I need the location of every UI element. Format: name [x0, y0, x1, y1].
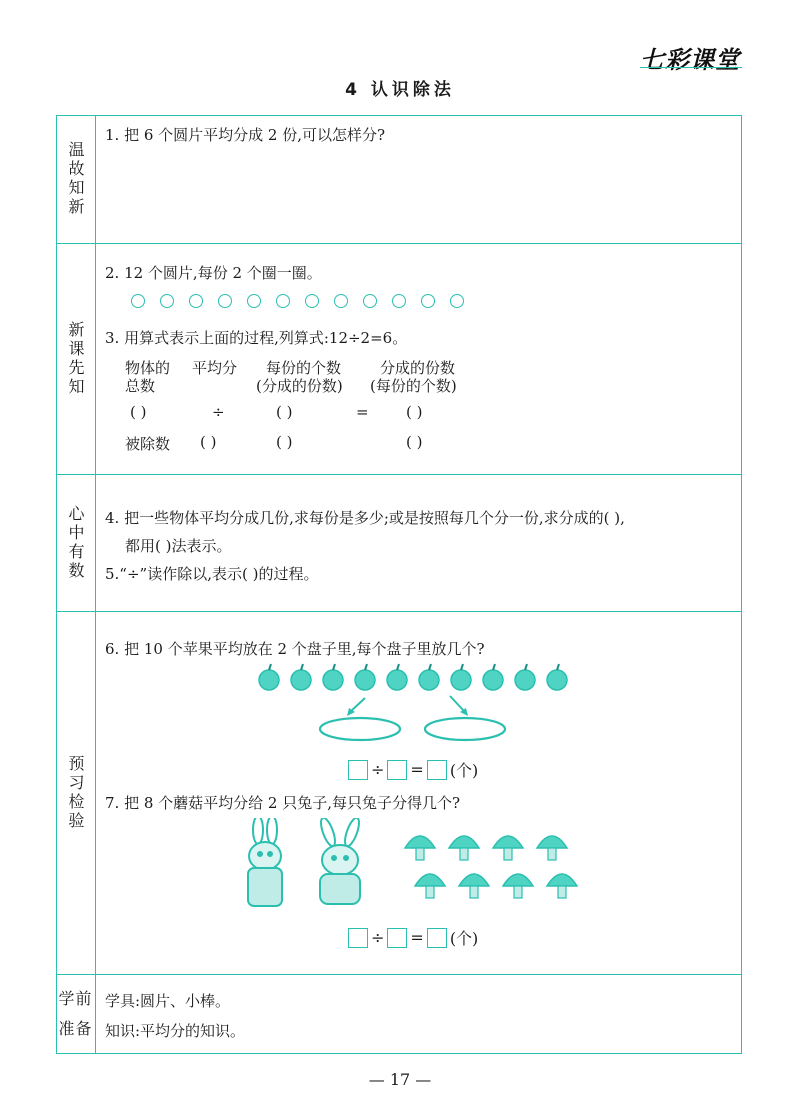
rabbit-icon [248, 818, 282, 906]
prep-knowledge: 知识:平均分的知识。 [105, 1022, 246, 1040]
circle-icon [305, 294, 319, 308]
apple-icon [451, 664, 471, 690]
brand-logo: 七彩课堂 [640, 46, 740, 74]
table-header: 分成的份数 [380, 359, 456, 377]
question-6: 6. 把 10 个苹果平均放在 2 个盘子里,每个盘子里放几个? [105, 640, 485, 658]
table-header: 物体的 [125, 359, 171, 377]
circle-icon [450, 294, 464, 308]
question-1: 1. 把 6 个圆片平均分成 2 份,可以怎样分? [105, 126, 386, 144]
circle-icon [334, 294, 348, 308]
apple-icon [259, 664, 279, 690]
answer-blank[interactable]: ( ) [276, 403, 293, 421]
answer-blank[interactable]: ( ) [406, 403, 423, 421]
table-header: (分成的份数) [256, 377, 343, 395]
page-number: — 17 — [368, 1070, 432, 1089]
division-sign: ÷ [212, 403, 225, 421]
question-5: 5.“÷”读作除以,表示( )的过程。 [105, 565, 319, 583]
mushroom-icon [503, 874, 533, 898]
section-label: 预习检验 [66, 754, 85, 831]
circle-icon [189, 294, 203, 308]
worksheet-frame [56, 115, 742, 1054]
section-label: 温故知新 [66, 141, 85, 217]
row-divider [56, 474, 742, 475]
apple-icon [547, 664, 567, 690]
mushroom-icon [547, 874, 577, 898]
equals-sign: = [356, 403, 369, 421]
brand-underline [640, 67, 742, 68]
circle-icon [160, 294, 174, 308]
arrow-icon [450, 696, 465, 712]
rabbits-mushrooms-illustration [240, 818, 600, 913]
answer-box[interactable] [348, 760, 368, 780]
answer-blank[interactable]: ( ) [130, 403, 147, 421]
apples-plates-illustration [245, 660, 590, 745]
plate-icon [320, 718, 400, 740]
question-7: 7. 把 8 个蘑菇平均分给 2 只兔子,每只兔子分得几个? [105, 794, 461, 812]
apple-icon [355, 664, 375, 690]
mushroom-icon [537, 836, 567, 860]
equation-6: ÷ = (个) [348, 758, 478, 781]
apple-icon [323, 664, 343, 690]
answer-blank[interactable]: ( ) [200, 433, 217, 451]
answer-blank[interactable]: ( ) [406, 433, 423, 451]
table-header: (每份的个数) [370, 377, 457, 395]
circle-icon [247, 294, 261, 308]
column-divider [95, 115, 96, 1054]
circle-icon [363, 294, 377, 308]
circle-icon [392, 294, 406, 308]
equation-7: ÷ = (个) [348, 926, 478, 949]
table-header: 总数 [125, 377, 156, 395]
mushroom-icon [449, 836, 479, 860]
apple-icon [387, 664, 407, 690]
question-4: 4. 把一些物体平均分成几份,求每份是多少;或是按照每几个分一份,求分成的( ), [105, 509, 625, 527]
row-divider [56, 243, 742, 244]
dividend-label: 被除数 [125, 435, 171, 453]
answer-blank[interactable]: ( ) [276, 433, 293, 451]
section-label: 新课先知 [66, 320, 85, 397]
mushroom-icon [493, 836, 523, 860]
answer-box[interactable] [387, 760, 407, 780]
apple-icon [419, 664, 439, 690]
table-header: 平均分 [192, 359, 238, 377]
question-2: 2. 12 个圆片,每份 2 个圈一圈。 [105, 264, 322, 282]
arrow-icon [350, 698, 365, 712]
mushroom-icon [405, 836, 435, 860]
row-divider [56, 611, 742, 612]
section-label: 学前 准备 [58, 989, 93, 1038]
answer-box[interactable] [387, 928, 407, 948]
rabbit-icon [318, 818, 362, 904]
mushroom-icon [415, 874, 445, 898]
question-4-cont: 都用( )法表示。 [125, 537, 232, 555]
apple-icon [483, 664, 503, 690]
table-header: 每份的个数 [266, 359, 342, 377]
circle-icon [276, 294, 290, 308]
answer-box[interactable] [427, 760, 447, 780]
question-3: 3. 用算式表示上面的过程,列算式:12÷2=6。 [105, 329, 408, 347]
apple-icon [291, 664, 311, 690]
mushroom-icon [459, 874, 489, 898]
plate-icon [425, 718, 505, 740]
answer-box[interactable] [427, 928, 447, 948]
section-label: 心中有数 [66, 504, 85, 581]
circle-icon [131, 294, 145, 308]
answer-box[interactable] [348, 928, 368, 948]
prep-tools: 学具:圆片、小棒。 [105, 992, 231, 1010]
circle-icon [218, 294, 232, 308]
apple-icon [515, 664, 535, 690]
page-title: 4 认识除法 [345, 80, 455, 100]
circle-icon [421, 294, 435, 308]
row-divider [56, 974, 742, 975]
